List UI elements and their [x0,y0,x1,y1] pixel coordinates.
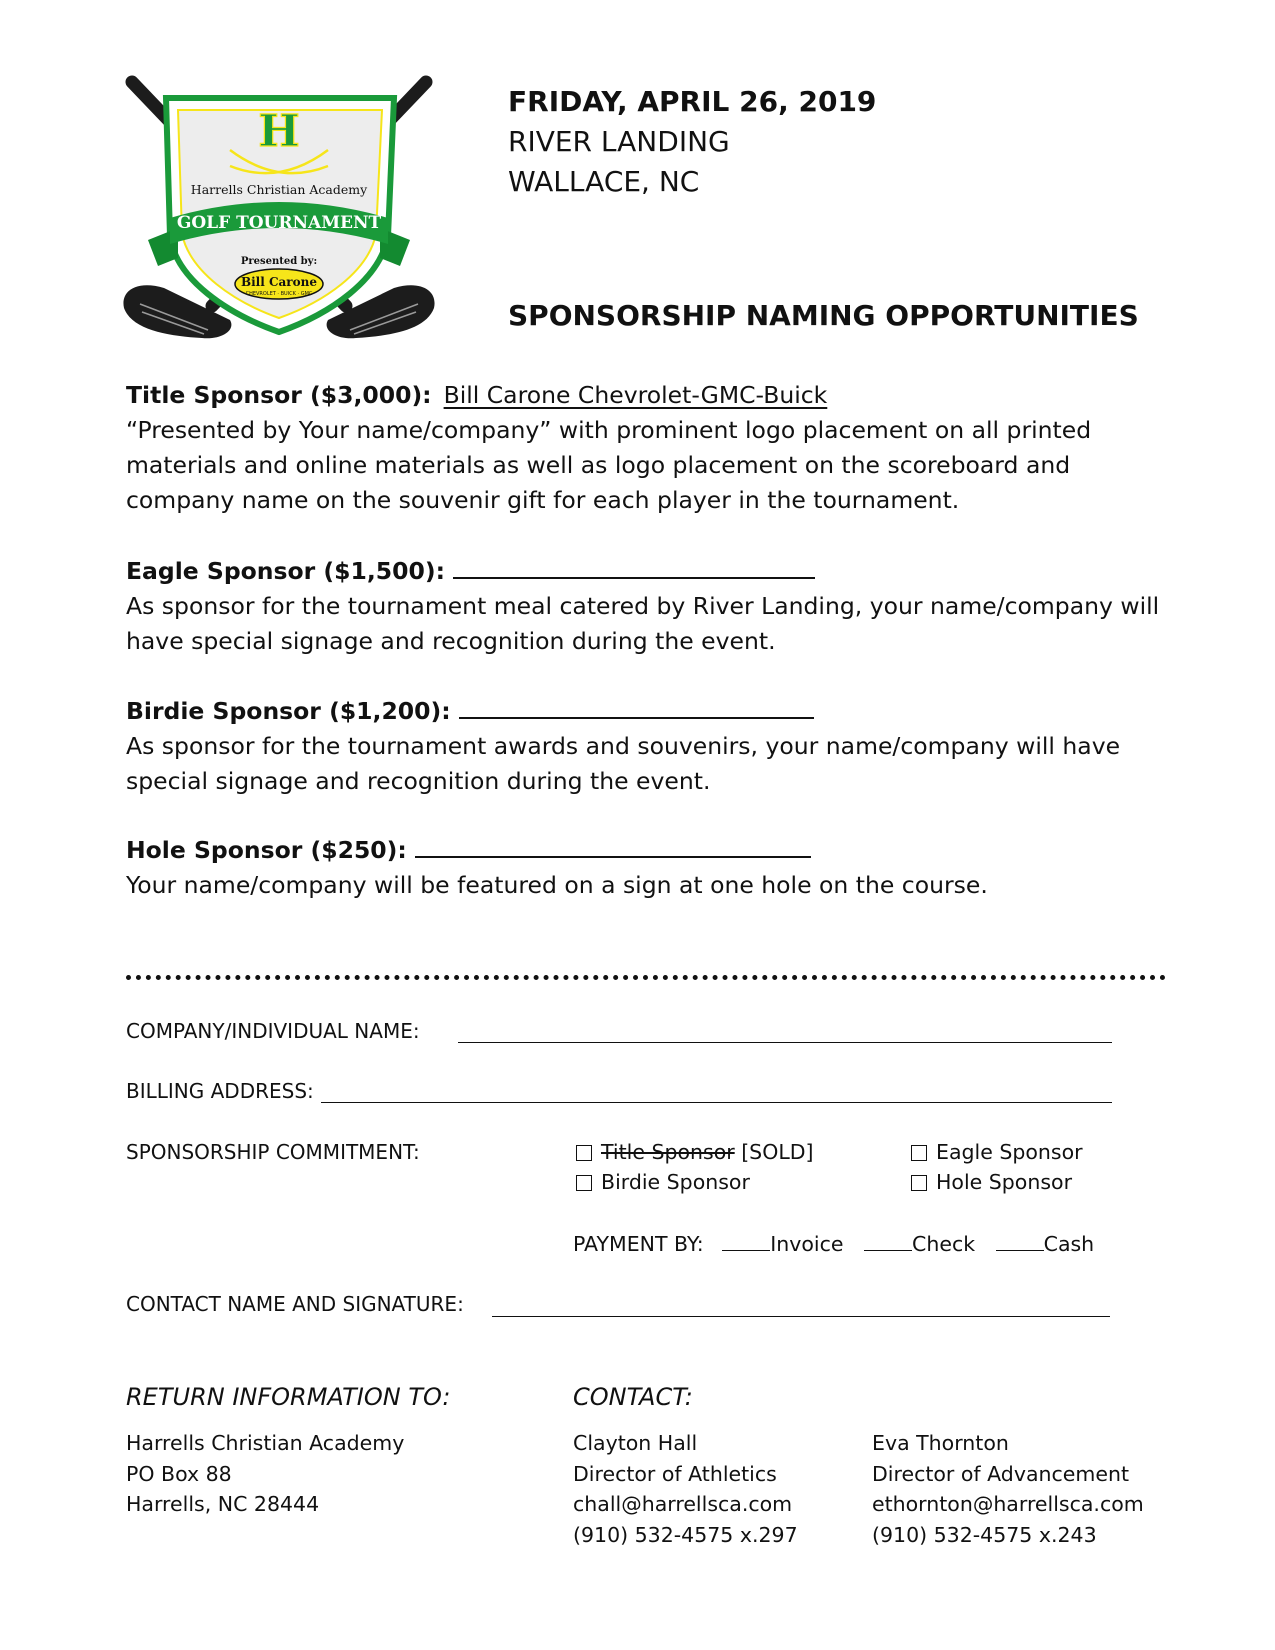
birdie-sponsor-description: As sponsor for the tournament awards and souvenirs, your name/company will have special signage and recognition during the event. [126,732,1121,795]
contact-name: Clayton Hall [573,1431,698,1455]
contact-phone: (910) 532-4575 x.297 [573,1522,798,1547]
title-sponsor-option-label: Title Sponsor [601,1140,735,1164]
contact-phone: (910) 532-4575 x.243 [872,1522,1097,1547]
hole-sponsor-name-field[interactable] [415,832,811,858]
eagle-sponsor-description: As sponsor for the tournament meal catered by River Landing, your name/company will have special signage and recognition during the event. [126,592,1160,655]
birdie-sponsor-option-label: Birdie Sponsor [601,1170,750,1194]
title-sponsor-name: Bill Carone Chevrolet-GMC-Buick [443,381,828,409]
eagle-sponsor-label: Eagle Sponsor ($1,500): [126,557,445,585]
title-sponsor-label: Title Sponsor ($3,000): [126,381,432,409]
title-sponsor-checkbox-option[interactable] [576,1138,814,1166]
hole-sponsor-checkbox-option[interactable] [911,1168,1072,1196]
payment-cash-label: Cash [1043,1232,1095,1256]
payment-check-label: Check [912,1232,976,1256]
contact-role: Director of Athletics [573,1461,777,1486]
company-name-field[interactable] [458,1041,1112,1043]
logo-letter: H [258,106,300,157]
contact-role: Director of Advancement [872,1461,1130,1486]
return-org: Harrells Christian Academy [126,1431,405,1455]
section-title: SPONSORSHIP NAMING OPPORTUNITIES [508,299,1139,332]
contact-card-2 [872,1428,1144,1550]
event-date: FRIDAY, APRIL 26, 2019 [508,85,877,118]
contact-signature-label: CONTACT NAME AND SIGNATURE: [126,1292,464,1316]
hole-sponsor-description: Your name/company will be featured on a sign at one hole on the course. [126,871,988,899]
payment-by-label: PAYMENT BY: [573,1232,704,1256]
payment-method-row [573,1230,1094,1258]
payment-invoice-label: Invoice [770,1232,844,1256]
cash-blank[interactable] [996,1231,1044,1251]
checkbox-icon[interactable] [911,1175,927,1191]
return-city: Harrells, NC 28444 [126,1492,320,1516]
billing-address-field[interactable] [321,1101,1112,1103]
title-sponsor-block [126,378,1176,518]
hole-sponsor-block [126,832,1176,903]
eagle-sponsor-option-label: Eagle Sponsor [936,1140,1083,1164]
event-city: WALLACE, NC [508,165,700,198]
company-name-label: COMPANY/INDIVIDUAL NAME: [126,1019,420,1043]
logo-banner-text: GOLF TOURNAMENT [176,213,382,233]
eagle-sponsor-checkbox-option[interactable] [911,1138,1083,1166]
return-info-heading: RETURN INFORMATION TO: [126,1383,451,1411]
contact-name: Eva Thornton [872,1431,1009,1455]
contact-signature-field[interactable] [492,1315,1110,1317]
invoice-blank[interactable] [722,1231,770,1251]
birdie-sponsor-label: Birdie Sponsor ($1,200): [126,697,451,725]
logo-dealer-name: Bill Carone [240,275,318,289]
return-po-box: PO Box 88 [126,1461,232,1486]
logo-presented-by: Presented by: [240,256,318,267]
contact-heading: CONTACT: [573,1383,693,1411]
dotted-cut-line [126,975,1166,980]
golf-tournament-logo [118,68,440,348]
birdie-sponsor-block [126,693,1176,799]
birdie-sponsor-name-field[interactable] [459,693,814,719]
sold-tag: [SOLD] [734,1140,814,1164]
hole-sponsor-label: Hole Sponsor ($250): [126,836,407,864]
title-sponsor-description: “Presented by Your name/company” with prominent logo placement on all printed materials and online materials as well as logo placement on the scoreboard and company name on the souvenir gift for each player in the tournament. [126,416,1092,514]
sponsorship-commitment-label: SPONSORSHIP COMMITMENT: [126,1140,420,1164]
contact-email[interactable]: ethornton@harrellsca.com [872,1492,1144,1516]
contact-email[interactable]: chall@harrellsca.com [573,1492,793,1516]
checkbox-icon[interactable] [576,1175,592,1191]
eagle-sponsor-name-field[interactable] [453,553,815,579]
logo-school-name: Harrells Christian Academy [190,182,368,197]
eagle-sponsor-block [126,553,1176,659]
hole-sponsor-option-label: Hole Sponsor [936,1170,1072,1194]
event-venue: RIVER LANDING [508,125,730,158]
checkbox-icon[interactable] [911,1145,927,1161]
contact-card-1 [573,1428,798,1550]
check-blank[interactable] [864,1231,912,1251]
billing-address-label: BILLING ADDRESS: [126,1079,314,1103]
return-address [126,1428,404,1520]
logo-dealer-sub: CHEVROLET · BUICK · GMC [245,291,313,297]
checkbox-icon[interactable] [576,1145,592,1161]
birdie-sponsor-checkbox-option[interactable] [576,1168,750,1196]
